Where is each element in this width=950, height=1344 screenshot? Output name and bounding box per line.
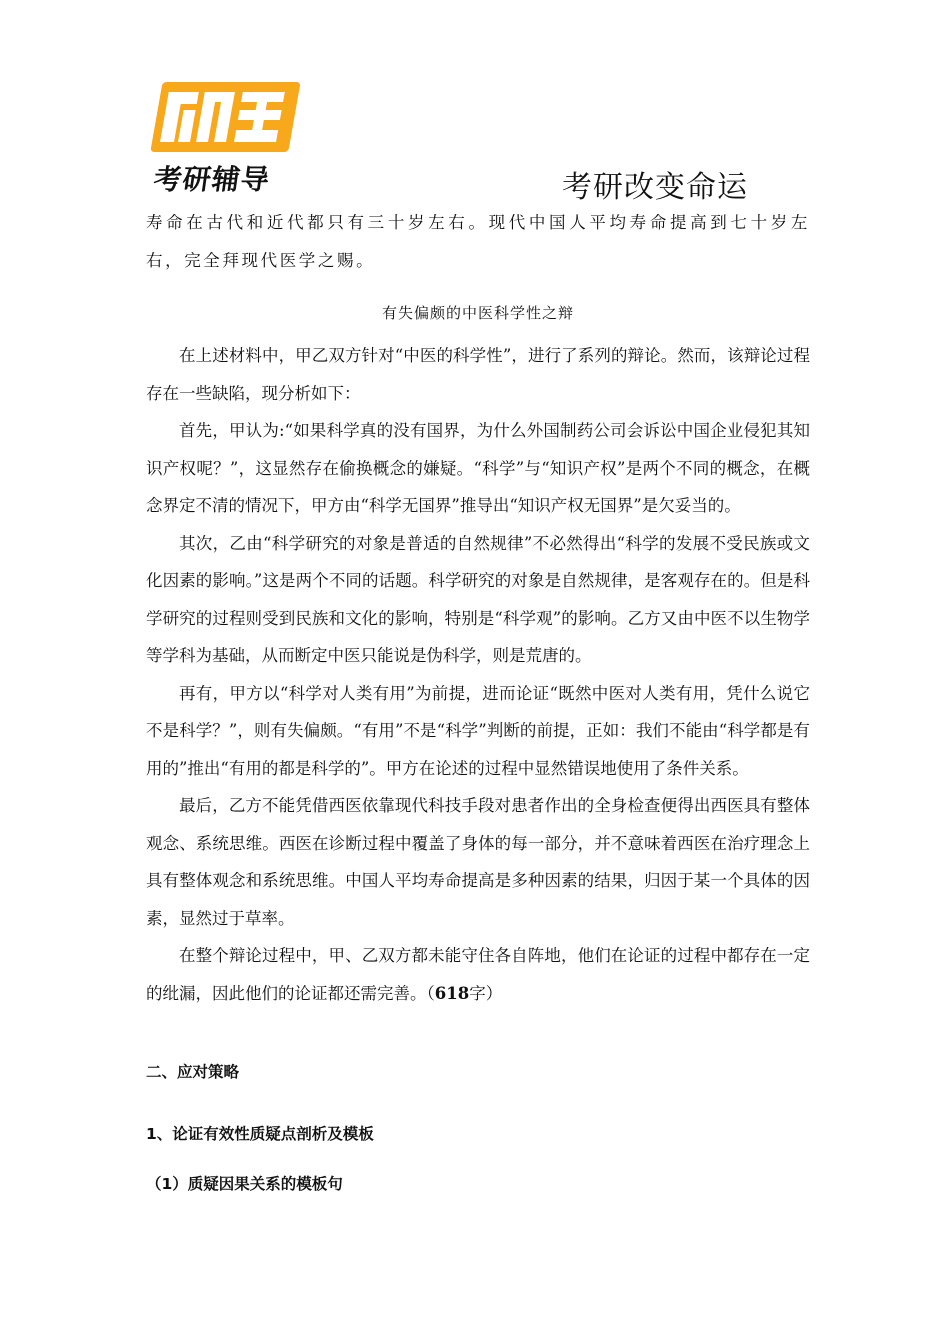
essay-paragraph: 首先，甲认为:“如果科学真的没有国界，为什么外国制药公司会诉讼中国企业侵犯其知识产权呢？”，这显然存在偷换概念的嫌疑。“科学”与“知识产权”是两个不同的概念，在概念界定不清的情况下，甲方由“科学无国界”推导出“知识产权无国界”是欠妥当的。 <box>146 421 810 515</box>
essay-closing-paragraph <box>146 937 810 1012</box>
section-heading-analysis: 1、论证有效性质疑点剖析及模板 <box>146 1125 374 1143</box>
essay-paragraph: 其次，乙由“科学研究的对象是普适的自然规律”不必然得出“科学的发展不受民族或文化因素的影响。”这是两个不同的话题。科学研究的对象是自然规律，是客观存在的。但是科学研究的过程则受到民族和文化的影响，特别是“科学观”的影响。乙方又由中医不以生物学等学科为基础，从而断定中医只能说是伪科学，则是荒唐的。 <box>146 533 810 665</box>
closing-text: 在整个辩论过程中，甲、乙双方都未能守住各自阵地，他们在论证的过程中都存在一定的纰漏，因此他们的论证都还需完善。（ <box>146 946 810 1003</box>
document-body <box>146 204 810 1194</box>
essay-paragraph: 最后，乙方不能凭借西医依靠现代科技手段对患者作出的全身检查便得出西医具有整体观念、系统思维。西医在诊断过程中覆盖了身体的每一部分，并不意味着西医在治疗理念上具有整体观念和系统思维。中国人平均寿命提高是多种因素的结果，归因于某一个具体的因素，显然过于草率。 <box>146 796 810 928</box>
section-heading-causal-template: （1）质疑因果关系的模板句 <box>146 1175 343 1193</box>
logo-graphic <box>150 74 302 156</box>
brand-logo <box>148 74 308 198</box>
word-count-suffix: 字） <box>469 983 503 1003</box>
essay-paragraph: 再有，甲方以“科学对人类有用”为前提，进而论证“既然中医对人类有用，凭什么说它不是科学？”，则有失偏颇。“有用”不是“科学”判断的前提，正如：我们不能由“科学都是有用的”推出“有用的都是科学的”。甲方在论述的过程中显然错误地使用了条件关系。 <box>146 683 810 778</box>
header-slogan: 考研改变命运 <box>562 170 748 205</box>
logo-text: 考研辅导 <box>151 163 273 196</box>
word-count: 618 <box>434 983 470 1003</box>
section-heading-strategy: 二、应对策略 <box>146 1063 240 1081</box>
intro-paragraph: 寿命在古代和近代都只有三十岁左右。现代中国人平均寿命提高到七十岁左右，完全拜现代医学之赐。 <box>146 213 810 270</box>
essay-paragraph: 在上述材料中，甲乙双方针对“中医的科学性”，进行了系列的辩论。然而，该辩论过程存在一些缺陷，现分析如下： <box>146 346 810 403</box>
essay-title: 有失偏颇的中医科学性之辩 <box>381 304 574 322</box>
